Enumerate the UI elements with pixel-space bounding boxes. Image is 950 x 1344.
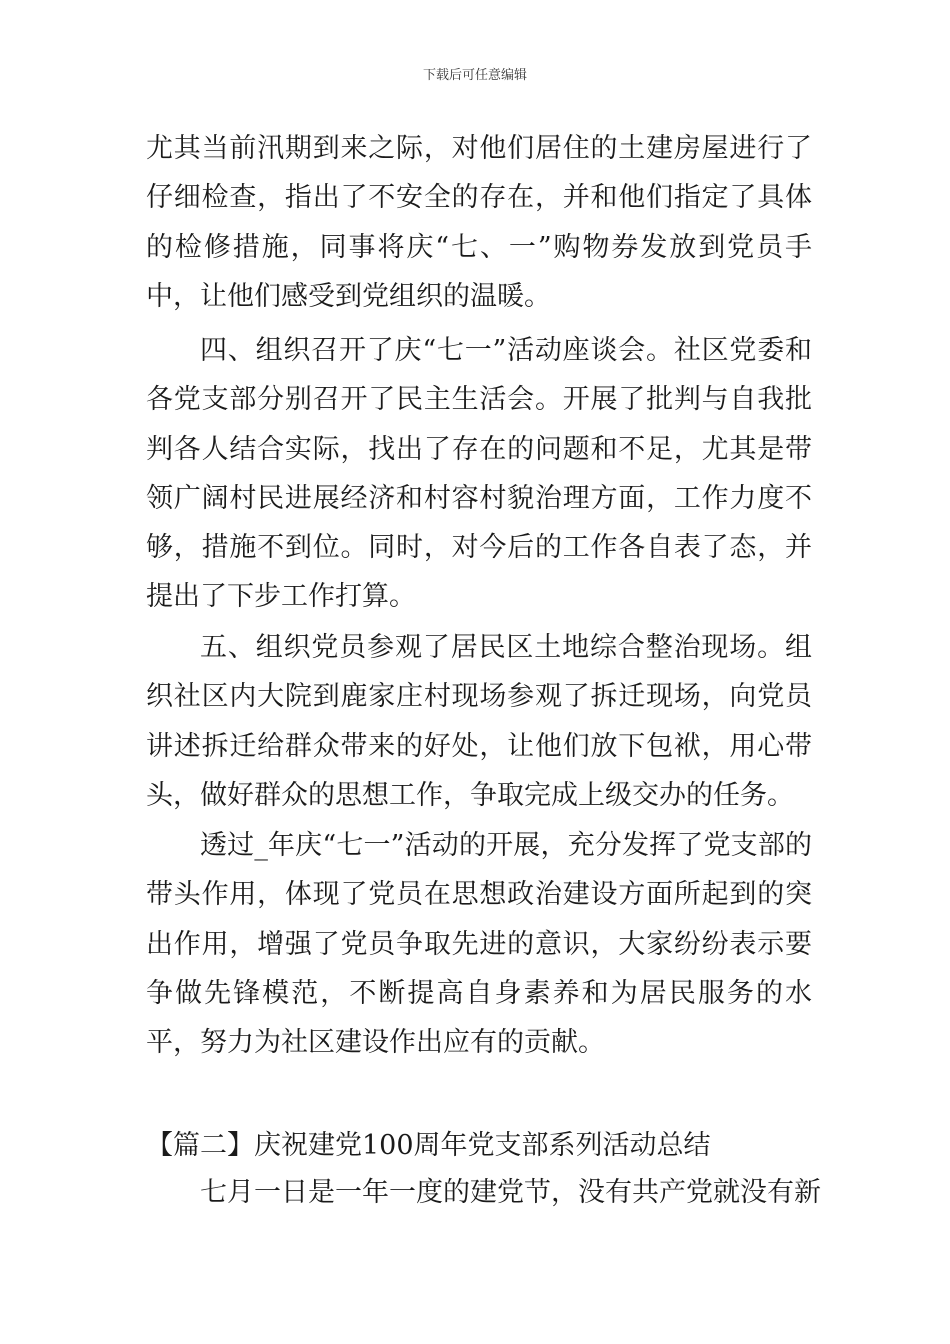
section-heading: 【篇二】庆祝建党100周年党支部系列活动总结 xyxy=(146,1130,711,1161)
paragraph-section-two-opening: 七月一日是一年一度的建党节，没有共产党就没有新 xyxy=(200,1177,821,1208)
page-header-note: 下载后可任意编辑 xyxy=(422,68,527,83)
paragraph-continuation: 尤其当前汛期到来之际，对他们居住的土建房屋进行了仔细检查，指出了不安全的存在，并和他们指定了具体的检修措施，同事将庆“七、一”购物券发放到党员手中，让他们感受到党组织的温暖。 xyxy=(146,133,812,312)
paragraph-summary: 透过_年庆“七一”活动的开展，充分发挥了党支部的带头作用，体现了党员在思想政治建设方面所起到的突出作用，增强了党员争取先进的意识，大家纷纷表示要争做先锋模范，不断提高自身素养和为居民服务的水平，努力为社区建设作出应有的贡献。 xyxy=(146,830,812,1059)
paragraph-item-five: 五、组织党员参观了居民区土地综合整治现场。组织社区内大院到鹿家庄村现场参观了拆迁现场，向党员讲述拆迁给群众带来的好处，让他们放下包袱，用心带头，做好群众的思想工作，争取完成上级交办的任务。 xyxy=(146,632,812,811)
paragraph-item-four: 四、组织召开了庆“七一”活动座谈会。社区党委和各党支部分别召开了民主生活会。开展了批判与自我批判各人结合实际，找出了存在的问题和不足，尤其是带领广阔村民进展经济和村容村貌治理方面，工作力度不够，措施不到位。同时，对今后的工作各自表了态，并提出了下步工作打算。 xyxy=(146,335,812,613)
